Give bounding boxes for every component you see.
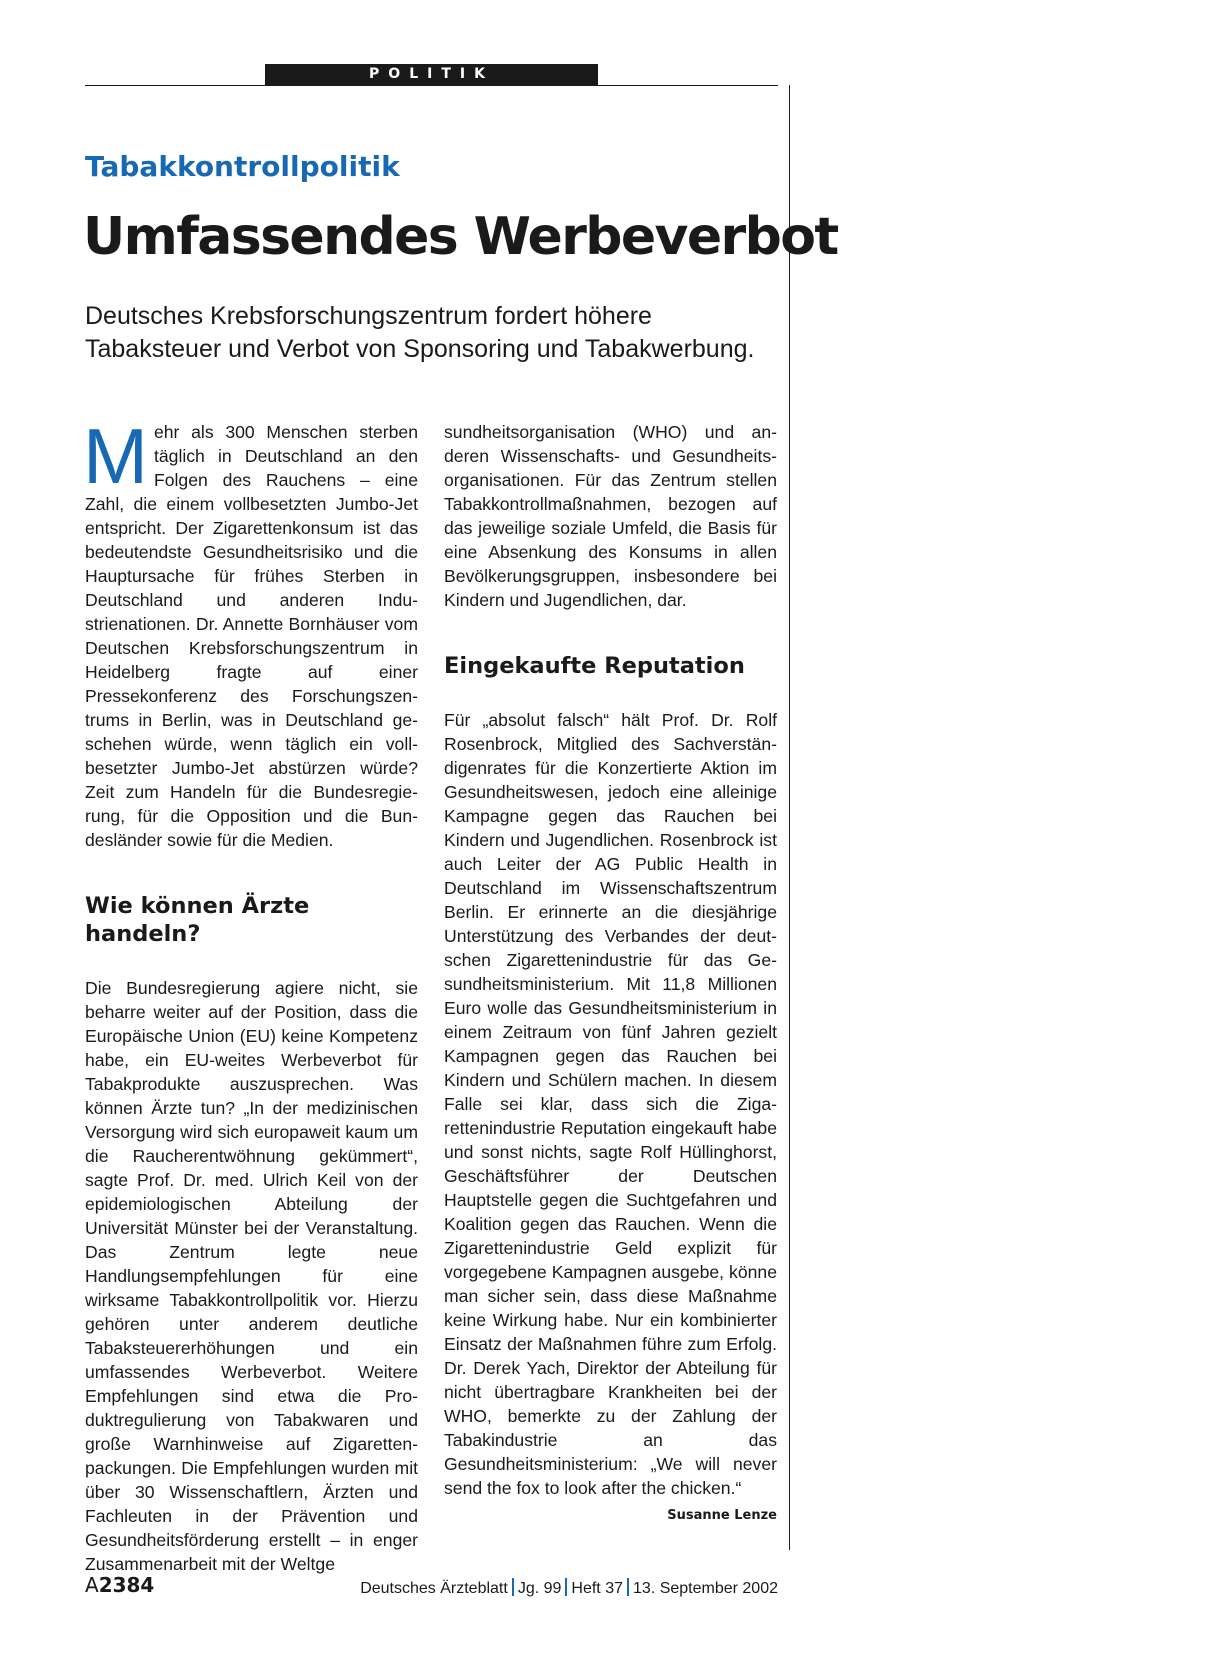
article-headline: Umfassendes Werbeverbot — [83, 207, 838, 267]
paragraph-reputation-text: Für „absolut falsch“ hält Prof. Dr. Rolf Rosenbrock, Mitglied des Sachverständigenrates für die Konzertierte Aktion im Gesundheitswesen, jedoch eine alleinige Kampagne gegen das Rauchen bei Kindern und Jugendlichen. Rosenbrock ist auch Leiter der AG Public Health in Deutschland im Wissenschaftszentrum Berlin. Er erinnerte an die diesjährige Unterstützung des Verbandes der deutschen Zigarettenindustrie für das Gesundheitsministerium. Mit 11,8 Millionen Euro wolle das Gesundheitsministerium in einem Zeitraum von fünf Jahren gezielt Kampagnen gegen das Rauchen bei Kindern und Schülern machen. In diesem Falle sei klar, dass sich die Zigarettenindustrie Reputation eingekauft habe und sonst nichts, sagte Rolf Hüllinghorst, Geschäftsführer der Deutschen Hauptstelle gegen die Suchtgefahren und Koalition gegen das Rauchen. Wenn die Zigarettenindustrie Geld explizit für vorgegebene Kampagnen ausgebe, könne man sicher sein, dass diese Maßnahme keine Wirkung habe. Nur ein kombinierter Einsatz der Maßnahmen führe zum Erfolg. Dr. Derek Yach, Direktor der Abteilung für nicht übertragbare Krankheiten bei der WHO, bemerkte zu der Zahlung der Tabakindustrie an das Gesundheitsministerium: „We will never send the fox to look after the chicken.“ — [444, 710, 777, 1498]
paragraph-reputation — [444, 708, 777, 1523]
section-label: POLITIK — [265, 64, 598, 85]
article-subline: Deutsches Krebsforschungszentrum fordert höhere Tabaksteuer und Verbot von Sponsoring und Tabakwerbung. — [85, 302, 755, 363]
text-column-right — [444, 420, 777, 1528]
subheading-reputation: Eingekaufte Reputation — [444, 653, 745, 679]
subheading-aerzte: Wie können Ärzte handeln? — [85, 893, 310, 947]
footer-separator — [512, 1578, 514, 1596]
footer-separator — [627, 1578, 629, 1596]
paragraph-continuation: sundheitsorganisation (WHO) und anderen Wissenschafts- und Gesundheitsorganisationen. Für das Zentrum stellen Tabakkontrollmaßnahmen, bezogen auf das jeweilige soziale Umfeld, die Basis für eine Absenkung des Konsums in allen Bevölkerungsgruppen, insbesondere bei Kindern und Jugendlichen, dar. — [444, 422, 777, 610]
page-prefix: A — [85, 1573, 99, 1597]
page-number-value: 2384 — [98, 1573, 155, 1597]
article-kicker: Tabakkontrollpolitik — [85, 150, 400, 183]
lead-text: ehr als 300 Menschen sterben täglich in Deutschland an den Folgen des Rauchens – eine Zahl, die einem vollbesetzten Jumbo-Jet entspricht. Der Zigarettenkonsum ist das bedeutendste Gesundheitsrisiko und die Hauptursache für frühes Sterben in Deutschland und anderen Industrienationen. Dr. Annette Bornhäuser vom Deutschen Krebsforschungszentrum in Heidelberg fragte auf einer Pressekonferenz des Forschungszentrums in Berlin, was in Deutschland geschehen würde, wenn täglich ein vollbesetzter Jumbo-Jet abstürzen würde? Zeit zum Handeln für die Bundesregierung, für die Opposition und die Bundesländer sowie für die Medien. — [85, 422, 418, 850]
footer-journal: Deutsches Ärzteblatt — [360, 1580, 508, 1597]
paragraph-aerzte: Die Bundesregierung agiere nicht, sie beharre weiter auf der Position, dass die Europäische Union (EU) keine Kompetenz habe, ein EU-weites Werbeverbot für Tabakprodukte auszusprechen. Was können Ärzte tun? „In der medizinischen Versorgung wird sich europaweit kaum um die Raucherentwöhnung gekümmert“, sagte Prof. Dr. med. Ulrich Keil von der epidemiologischen Abteilung der Universität Münster bei der Veranstaltung. Das Zentrum legte neue Handlungsempfehlungen für eine wirksame Tabakkontrollpolitik vor. Hierzu gehören unter anderem deutliche Tabaksteuererhöhungen und ein umfassendes Werbeverbot. Weitere Empfehlungen sind etwa die Produktregulierung von Tabakwaren und große Warnhinweise auf Zigarettenpackungen. Die Empfehlungen wurden mit über 30 Wissenschaftlern, Ärzten und Fachleuten in der Prävention und Gesundheitsförderung erstellt – in enger Zusammenarbeit mit der Weltge — [85, 978, 418, 1574]
footer-issue: Heft 37 — [571, 1580, 623, 1597]
lead-paragraph — [83, 412, 418, 852]
page-number — [85, 1573, 154, 1597]
text-column-left — [83, 412, 418, 1576]
author-name: Susanne Lenze — [667, 1508, 777, 1523]
top-rule — [85, 85, 778, 86]
footer-separator — [565, 1578, 567, 1596]
footer-volume: Jg. 99 — [517, 1580, 562, 1597]
footer-date: 13. September 2002 — [633, 1580, 778, 1597]
drop-cap: M — [83, 412, 148, 500]
column-side-rule — [789, 85, 790, 1550]
footer-citation — [360, 1578, 778, 1598]
